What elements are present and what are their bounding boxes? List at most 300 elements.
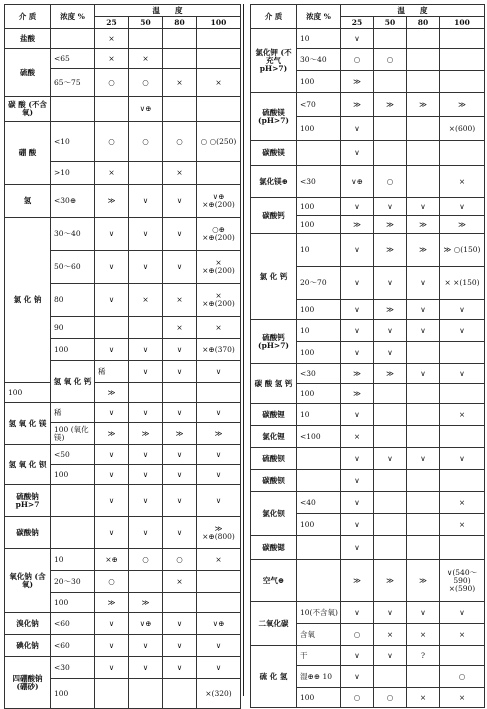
rating-cell-100: ∨ bbox=[440, 364, 485, 384]
medium-name: 氯化锂 bbox=[251, 426, 297, 448]
corrosion-table-page bbox=[4, 4, 484, 702]
header-media: 介 质 bbox=[5, 5, 51, 29]
rating-cell-100: × bbox=[440, 404, 485, 426]
table-row bbox=[251, 198, 485, 216]
rating-cell-50: × bbox=[129, 49, 163, 69]
rating-cell-80: ∨ bbox=[163, 613, 197, 635]
rating-cell-25: ∨ bbox=[341, 141, 374, 166]
rating-cell-80: ∨ bbox=[163, 517, 197, 549]
concentration-cell: 湿⊕⊕ 10 bbox=[297, 666, 341, 688]
rating-cell-25: ≫ bbox=[95, 593, 129, 613]
concentration-cell: <65 bbox=[51, 49, 95, 69]
concentration-cell bbox=[297, 141, 341, 166]
concentration-cell: <10 bbox=[51, 122, 95, 162]
concentration-cell: 10 bbox=[297, 404, 341, 426]
rating-cell-25: ∨ bbox=[95, 613, 129, 635]
rating-cell-25: ∨ bbox=[341, 320, 374, 342]
rating-cell-80: ∨ bbox=[407, 602, 440, 624]
rating-cell-80 bbox=[163, 679, 197, 709]
medium-name: 氯化钾 (不充气 pH>7) bbox=[251, 29, 297, 93]
rating-cell-25: ○ bbox=[341, 688, 374, 708]
rating-cell-80: ∨ bbox=[163, 339, 197, 361]
rating-cell-25: ○ bbox=[341, 49, 374, 71]
rating-cell-80 bbox=[407, 384, 440, 404]
rating-cell-100 bbox=[197, 571, 241, 593]
table-row bbox=[251, 536, 485, 560]
concentration-cell: <40 bbox=[297, 492, 341, 514]
rating-cell-50: ≫ bbox=[374, 234, 407, 267]
rating-cell-25: ×⊕ bbox=[95, 549, 129, 571]
rating-cell-25: ∨ bbox=[341, 267, 374, 300]
rating-cell-100 bbox=[440, 426, 485, 448]
rating-cell-80 bbox=[407, 141, 440, 166]
medium-name: 二氧化碳 bbox=[251, 602, 297, 646]
medium-name: 硼 酸 bbox=[5, 122, 51, 185]
rating-cell-100: ≫ bbox=[440, 216, 485, 234]
table-row bbox=[251, 646, 485, 666]
rating-cell-80 bbox=[407, 342, 440, 364]
rating-cell-80 bbox=[163, 593, 197, 613]
concentration-cell bbox=[51, 517, 95, 549]
rating-cell-25: ∨ bbox=[341, 234, 374, 267]
table-row bbox=[251, 29, 485, 49]
concentration-cell: <30⊕ bbox=[51, 185, 95, 218]
rating-cell-50 bbox=[374, 141, 407, 166]
table-row bbox=[5, 635, 241, 657]
header-temp-50: 50 bbox=[374, 17, 407, 29]
concentration-cell: <100 bbox=[297, 426, 341, 448]
rating-cell-50 bbox=[129, 679, 163, 709]
concentration-cell: 10 bbox=[51, 549, 95, 571]
rating-cell-50: ○ bbox=[129, 122, 163, 162]
rating-cell-80: × bbox=[163, 317, 197, 339]
medium-name: 氢 氧 化 镁 bbox=[5, 403, 51, 445]
medium-name: 硫酸镁 (pH>7) bbox=[251, 93, 297, 141]
rating-cell-25: ∨ bbox=[341, 666, 374, 688]
concentration-cell: 100 bbox=[297, 300, 341, 320]
medium-name: 溴化钠 bbox=[5, 613, 51, 635]
rating-cell-25: ≫ bbox=[341, 364, 374, 384]
rating-cell-100: ∨⊕ ×⊕(200) bbox=[197, 185, 241, 218]
rating-cell-100: × ×⊕(200) bbox=[197, 251, 241, 284]
rating-cell-50: ∨ bbox=[374, 448, 407, 470]
header-concentration: 浓度 % bbox=[297, 5, 341, 29]
rating-cell-80 bbox=[407, 49, 440, 71]
rating-cell-80: ∨ bbox=[163, 657, 197, 679]
rating-cell-80: ∨ bbox=[163, 218, 197, 251]
table-row bbox=[251, 602, 485, 624]
concentration-cell: >10 bbox=[51, 162, 95, 185]
concentration-cell: 20～70 bbox=[297, 267, 341, 300]
rating-cell-25: ∨ bbox=[95, 657, 129, 679]
concentration-cell: 30～40 bbox=[297, 49, 341, 71]
rating-cell-80 bbox=[163, 49, 197, 69]
left-table-panel bbox=[4, 4, 240, 709]
concentration-cell: 100 bbox=[297, 384, 341, 404]
concentration-cell: 含氧 bbox=[297, 624, 341, 646]
rating-cell-80 bbox=[407, 71, 440, 93]
rating-cell-25: ≫ bbox=[341, 560, 374, 602]
rating-cell-50: ∨ bbox=[374, 267, 407, 300]
concentration-cell: 20～30 bbox=[51, 571, 95, 593]
table-row bbox=[5, 517, 241, 549]
rating-cell-25: ∨ bbox=[95, 445, 129, 465]
table-row bbox=[251, 560, 485, 602]
rating-cell-100: ∨(540～ 590) ×(590) bbox=[440, 560, 485, 602]
medium-name: 硫酸 bbox=[5, 49, 51, 97]
rating-cell-80 bbox=[407, 117, 440, 141]
table-row bbox=[5, 97, 241, 122]
rating-cell-50: ≫ bbox=[374, 93, 407, 117]
table-row bbox=[251, 470, 485, 492]
rating-cell-80: × bbox=[163, 69, 197, 97]
rating-cell-50 bbox=[374, 470, 407, 492]
concentration-cell: <30 bbox=[297, 166, 341, 198]
rating-cell-80 bbox=[407, 492, 440, 514]
rating-cell-100: ∨ bbox=[440, 448, 485, 470]
rating-cell-50: ○ bbox=[374, 49, 407, 71]
rating-cell-50: ∨ bbox=[129, 635, 163, 657]
rating-cell-25: ∨ bbox=[341, 492, 374, 514]
concentration-cell: 100 bbox=[51, 339, 95, 361]
header-media: 介 质 bbox=[251, 5, 297, 29]
rating-cell-50: ∨⊕ bbox=[129, 613, 163, 635]
rating-cell-80: ≫ bbox=[407, 93, 440, 117]
rating-cell-80: ∨ bbox=[163, 485, 197, 517]
concentration-cell: 80 bbox=[51, 284, 95, 317]
rating-cell-50 bbox=[374, 426, 407, 448]
medium-name: 四硼酸钠 (硼砂) bbox=[5, 657, 51, 709]
medium-name: 硫 化 氢 bbox=[251, 646, 297, 708]
rating-cell-50: ○ bbox=[374, 166, 407, 198]
medium-name: 氯化镁⊕ bbox=[251, 166, 297, 198]
rating-cell-80: ∨ bbox=[407, 300, 440, 320]
rating-cell-100: ∨ bbox=[197, 657, 241, 679]
rating-cell-80: ≫ bbox=[407, 216, 440, 234]
concentration-cell: 100 bbox=[297, 71, 341, 93]
rating-cell-50 bbox=[374, 117, 407, 141]
rating-cell-25: ∨ bbox=[341, 117, 374, 141]
table-row bbox=[251, 492, 485, 514]
medium-name: 硫酸钡 bbox=[251, 448, 297, 470]
concentration-cell bbox=[297, 448, 341, 470]
table-row bbox=[5, 613, 241, 635]
rating-cell-50: ∨ bbox=[129, 657, 163, 679]
rating-cell-100 bbox=[440, 470, 485, 492]
medium-name: 氢 bbox=[5, 185, 51, 218]
medium-name: 碘化钠 bbox=[5, 635, 51, 657]
rating-cell-25: ≫ bbox=[341, 384, 374, 404]
concentration-cell: 100 bbox=[297, 198, 341, 216]
rating-cell-80: ? bbox=[407, 646, 440, 666]
medium-name: 碳酸锶 bbox=[251, 536, 297, 560]
medium-name: 氢 氧 化 钡 bbox=[5, 445, 51, 485]
rating-cell-25: ≫ bbox=[341, 93, 374, 117]
concentration-cell: 100 bbox=[297, 117, 341, 141]
rating-cell-25: × bbox=[95, 162, 129, 185]
header-temp-25: 25 bbox=[341, 17, 374, 29]
rating-cell-25: ∨ bbox=[341, 29, 374, 49]
rating-cell-100: ≫ ×⊕(800) bbox=[197, 517, 241, 549]
rating-cell-80 bbox=[163, 29, 197, 49]
concentration-cell bbox=[297, 536, 341, 560]
concentration-cell: <60 bbox=[51, 613, 95, 635]
header-temp-100: 100 bbox=[440, 17, 485, 29]
rating-cell-25: × bbox=[341, 426, 374, 448]
table-row bbox=[5, 657, 241, 679]
concentration-cell: <70 bbox=[297, 93, 341, 117]
rating-cell-25: ∨ bbox=[341, 404, 374, 426]
header-concentration: 浓度 % bbox=[51, 5, 95, 29]
rating-cell-50: ≫ bbox=[374, 300, 407, 320]
rating-cell-25: ∨ bbox=[341, 536, 374, 560]
table-row bbox=[251, 93, 485, 117]
table-row bbox=[251, 364, 485, 384]
concentration-cell bbox=[297, 470, 341, 492]
concentration-cell: 65～75 bbox=[51, 69, 95, 97]
concentration-cell: 100 bbox=[297, 514, 341, 536]
rating-cell-50 bbox=[374, 492, 407, 514]
rating-cell-80 bbox=[407, 404, 440, 426]
rating-cell-50: ∨ bbox=[129, 218, 163, 251]
concentration-cell: 100 bbox=[297, 342, 341, 364]
rating-cell-100 bbox=[440, 342, 485, 364]
rating-cell-50: ∨ bbox=[129, 251, 163, 284]
rating-cell-100: ∨ bbox=[197, 403, 241, 423]
table-row bbox=[251, 166, 485, 198]
rating-cell-100 bbox=[197, 162, 241, 185]
rating-cell-80: × bbox=[163, 284, 197, 317]
concentration-cell: 10 bbox=[297, 320, 341, 342]
medium-name: 氯 化 钠 bbox=[5, 218, 51, 383]
rating-cell-100 bbox=[197, 29, 241, 49]
table-row bbox=[5, 122, 241, 162]
rating-cell-100: ∨ bbox=[440, 198, 485, 216]
table-row bbox=[5, 549, 241, 571]
table-row bbox=[251, 141, 485, 166]
rating-cell-50 bbox=[374, 536, 407, 560]
rating-cell-80: ∨ bbox=[407, 267, 440, 300]
header-temp-80: 80 bbox=[163, 17, 197, 29]
rating-cell-50: ∨ bbox=[129, 485, 163, 517]
rating-cell-25: ∨ bbox=[341, 602, 374, 624]
rating-cell-50: ○ bbox=[374, 688, 407, 708]
rating-cell-25 bbox=[95, 317, 129, 339]
rating-cell-100: ×(320) bbox=[197, 679, 241, 709]
rating-cell-50: ∨ bbox=[374, 342, 407, 364]
rating-cell-80: ∨ bbox=[407, 364, 440, 384]
table-row bbox=[5, 485, 241, 517]
rating-cell-50 bbox=[129, 317, 163, 339]
rating-cell-25: ○ bbox=[95, 122, 129, 162]
rating-cell-50: ≫ bbox=[129, 593, 163, 613]
rating-cell-50: ∨ bbox=[129, 185, 163, 218]
medium-name: 碳 酸 (不含氧) bbox=[5, 97, 51, 122]
medium-name: 碳酸锂 bbox=[251, 404, 297, 426]
rating-cell-50: ∨ bbox=[374, 602, 407, 624]
rating-cell-25: ∨⊕ bbox=[341, 166, 374, 198]
rating-cell-25: ∨ bbox=[341, 448, 374, 470]
concentration-cell: 30～40 bbox=[51, 218, 95, 251]
rating-cell-100: ○ bbox=[440, 666, 485, 688]
rating-cell-50: × bbox=[374, 624, 407, 646]
concentration-cell: 100 (氧化镁) bbox=[51, 423, 95, 445]
rating-cell-100: ○ ○(250) bbox=[197, 122, 241, 162]
rating-cell-50 bbox=[374, 404, 407, 426]
rating-cell-25: ∨ bbox=[95, 517, 129, 549]
rating-cell-80: ∨ bbox=[163, 185, 197, 218]
medium-name: 碳酸镁 bbox=[251, 141, 297, 166]
concentration-cell: 干 bbox=[297, 646, 341, 666]
rating-cell-50: ≫ bbox=[129, 423, 163, 445]
rating-cell-50: ∨ bbox=[129, 517, 163, 549]
medium-name: 氢 氧 化 钙 bbox=[51, 361, 95, 403]
concentration-cell: 90 bbox=[51, 317, 95, 339]
rating-cell-100: ∨ bbox=[197, 635, 241, 657]
rating-cell-80 bbox=[407, 666, 440, 688]
table-row bbox=[5, 403, 241, 423]
rating-cell-25: ○ bbox=[341, 624, 374, 646]
rating-cell-100: × bbox=[440, 688, 485, 708]
rating-cell-80: × bbox=[163, 162, 197, 185]
rating-cell-80 bbox=[407, 536, 440, 560]
rating-cell-25: ∨ bbox=[341, 646, 374, 666]
concentration-cell: <30 bbox=[51, 657, 95, 679]
rating-cell-100 bbox=[440, 646, 485, 666]
medium-name: 碳 酸 氢 钙 bbox=[251, 364, 297, 404]
header-temp-80: 80 bbox=[407, 17, 440, 29]
rating-cell-25: ∨ bbox=[95, 403, 129, 423]
rating-cell-80: ≫ bbox=[407, 234, 440, 267]
rating-cell-80 bbox=[407, 470, 440, 492]
header-temp-100: 100 bbox=[197, 17, 241, 29]
concentration-cell: 100 bbox=[51, 465, 95, 485]
rating-cell-80 bbox=[407, 514, 440, 536]
rating-cell-100: ∨ bbox=[440, 320, 485, 342]
header-temperature: 温 度 bbox=[95, 5, 241, 17]
concentration-cell: <60 bbox=[51, 635, 95, 657]
medium-name: 碳酸钠 bbox=[5, 517, 51, 549]
rating-cell-25: ∨ bbox=[95, 635, 129, 657]
rating-cell-80: ∨ bbox=[407, 448, 440, 470]
rating-cell-25: ∨ bbox=[341, 198, 374, 216]
rating-cell-80: ∨ bbox=[163, 403, 197, 423]
concentration-cell: 10(不含氧) bbox=[297, 602, 341, 624]
rating-cell-80: × bbox=[163, 571, 197, 593]
medium-name: 碳酸钡 bbox=[251, 470, 297, 492]
rating-cell-100 bbox=[440, 536, 485, 560]
rating-cell-50: ∨ bbox=[163, 361, 197, 383]
concentration-cell: 100 bbox=[5, 383, 51, 403]
medium-name: 硫酸钠 pH>7 bbox=[5, 485, 51, 517]
rating-cell-50 bbox=[374, 29, 407, 49]
right-table-panel bbox=[250, 4, 484, 708]
rating-cell-100 bbox=[197, 49, 241, 69]
rating-cell-25 bbox=[95, 679, 129, 709]
rating-cell-25: ○ bbox=[95, 69, 129, 97]
rating-cell-50: ○ bbox=[129, 549, 163, 571]
medium-name: 氯化钡 bbox=[251, 492, 297, 536]
rating-cell-100: ×(600) bbox=[440, 117, 485, 141]
rating-cell-100 bbox=[197, 383, 241, 403]
rating-cell-25: × bbox=[95, 49, 129, 69]
table-row bbox=[5, 383, 241, 403]
rating-cell-100: ∨ bbox=[440, 300, 485, 320]
rating-cell-80: ∨ bbox=[407, 320, 440, 342]
rating-cell-100 bbox=[440, 49, 485, 71]
rating-cell-25: ≫ bbox=[95, 185, 129, 218]
rating-cell-50: × bbox=[129, 284, 163, 317]
rating-cell-100: × bbox=[440, 492, 485, 514]
table-row bbox=[251, 234, 485, 267]
rating-cell-25: ∨ bbox=[95, 284, 129, 317]
concentration-cell: 10 bbox=[297, 29, 341, 49]
rating-cell-25: ∨ bbox=[341, 514, 374, 536]
rating-cell-50 bbox=[374, 71, 407, 93]
rating-cell-50: ∨ bbox=[129, 403, 163, 423]
rating-cell-80: ∨ bbox=[163, 445, 197, 465]
rating-cell-25 bbox=[95, 97, 129, 122]
table-row bbox=[251, 426, 485, 448]
table-row bbox=[5, 29, 241, 49]
medium-name: 空气⊕ bbox=[251, 560, 297, 602]
rating-cell-25: ∨ bbox=[129, 361, 163, 383]
medium-name: 碳酸钙 bbox=[251, 198, 297, 234]
rating-cell-100: ≫ bbox=[197, 423, 241, 445]
rating-cell-80: ∨ bbox=[163, 465, 197, 485]
concentration-cell: 100 bbox=[51, 679, 95, 709]
rating-cell-100: ○⊕ ×⊕(200) bbox=[197, 218, 241, 251]
rating-cell-25: ≫ bbox=[341, 216, 374, 234]
table-row bbox=[5, 445, 241, 465]
rating-cell-100 bbox=[440, 71, 485, 93]
rating-cell-100: ∨ bbox=[197, 445, 241, 465]
rating-cell-100 bbox=[197, 593, 241, 613]
concentration-cell: 稀 bbox=[95, 361, 129, 383]
rating-cell-25: ≫ bbox=[95, 383, 129, 403]
concentration-cell bbox=[297, 560, 341, 602]
rating-cell-80 bbox=[407, 166, 440, 198]
rating-cell-50: ∨ bbox=[374, 198, 407, 216]
header-temperature: 温 度 bbox=[341, 5, 485, 17]
rating-cell-80 bbox=[163, 97, 197, 122]
rating-cell-25: ∨ bbox=[95, 485, 129, 517]
rating-cell-25: × bbox=[95, 29, 129, 49]
rating-cell-100: × bbox=[197, 549, 241, 571]
rating-cell-25: ○ bbox=[95, 571, 129, 593]
table-row bbox=[5, 218, 241, 251]
rating-cell-100 bbox=[440, 384, 485, 404]
concentration-cell bbox=[51, 29, 95, 49]
rating-cell-50 bbox=[129, 29, 163, 49]
rating-cell-100: × bbox=[440, 166, 485, 198]
table-row bbox=[5, 49, 241, 69]
rating-cell-50 bbox=[374, 666, 407, 688]
rating-cell-100: × bbox=[197, 317, 241, 339]
rating-cell-100: × ×⊕(200) bbox=[197, 284, 241, 317]
rating-cell-80: ≫ bbox=[407, 560, 440, 602]
concentration-cell: 50～60 bbox=[51, 251, 95, 284]
rating-cell-50: ∨ bbox=[129, 465, 163, 485]
rating-cell-50 bbox=[129, 162, 163, 185]
rating-cell-80: × bbox=[407, 624, 440, 646]
rating-cell-50: ∨ bbox=[374, 320, 407, 342]
rating-cell-100: ≫ bbox=[440, 93, 485, 117]
center-divider bbox=[243, 4, 244, 696]
concentration-cell bbox=[51, 97, 95, 122]
rating-cell-50: ≫ bbox=[374, 364, 407, 384]
rating-cell-100: ∨ bbox=[440, 602, 485, 624]
